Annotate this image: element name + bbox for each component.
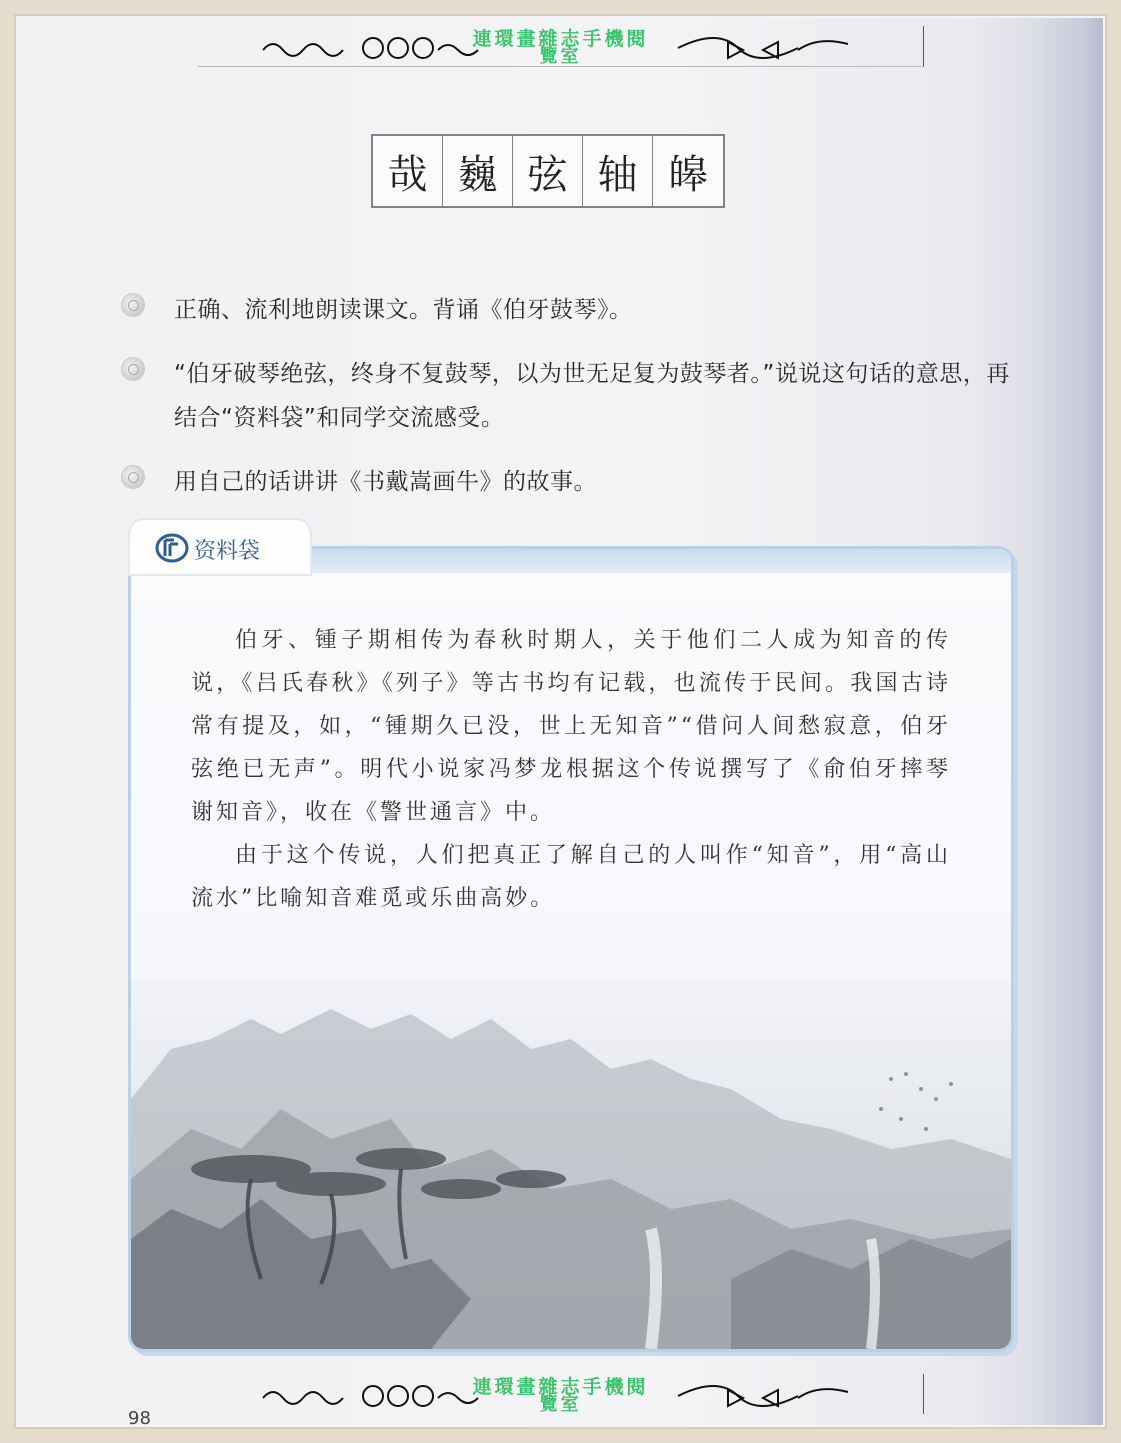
char-cell: 轴: [583, 136, 653, 206]
page-spine-shadow: [1033, 18, 1103, 1425]
watermark-line2: 覽室: [539, 46, 582, 67]
book-icon: [154, 532, 190, 564]
resource-tab-label: 资料袋: [194, 539, 261, 564]
watermark-banner-top: [198, 26, 924, 67]
resource-paragraph: 由于这个传说，人们把真正了解自己的人叫作“知音”，用“高山流水”比喻知音难觅或乐曲高妙。: [191, 843, 951, 911]
exercise-item: [118, 460, 1018, 504]
bullet-icon: [122, 294, 144, 316]
exercise-text: 正确、流利地朗读课文。背诵《伯牙鼓琴》。: [174, 297, 633, 323]
exercise-list: [118, 288, 1018, 524]
watermark-banner-bottom: [198, 1374, 924, 1414]
exercise-text: 用自己的话讲讲《书戴嵩画牛》的故事。: [174, 469, 597, 495]
watermark-line1: 連環畫雜志手機閱: [472, 28, 649, 50]
exercise-item: [118, 352, 1018, 440]
card-header-band: [251, 549, 1011, 573]
page-number: 98: [128, 1408, 151, 1425]
watermark-line2: 覽室: [539, 1394, 582, 1415]
resource-tab: [130, 520, 310, 574]
bullet-icon: [122, 358, 144, 380]
watermark-line1: 連環畫雜志手機閱: [472, 1376, 649, 1398]
textbook-page: [18, 18, 1103, 1425]
char-cell: 皞: [668, 151, 708, 198]
bullet-icon: [122, 466, 144, 488]
exercise-item: [118, 288, 1018, 332]
resource-card: [128, 546, 1014, 1352]
landscape-painting: [131, 979, 1011, 1349]
new-characters-grid: [371, 134, 725, 208]
char-cell: 巍: [443, 136, 513, 206]
exercise-text: “伯牙破琴绝弦，终身不复鼓琴，以为世无足复为鼓琴者。”说说这句话的意思，再结合“资料袋”和同学交流感受。: [174, 361, 1010, 431]
resource-paragraph: 伯牙、锺子期相传为春秋时期人，关于他们二人成为知音的传说，《吕氏春秋》《列子》等古书均有记载，也流传于民间。我国古诗常有提及，如，“锺期久已没，世上无知音”“借问人间愁寂意，伯牙弦绝已无声”。明代小说家冯梦龙根据这个传说撰写了《俞伯牙摔琴谢知音》，收在《警世通言》中。: [191, 628, 951, 825]
resource-text: [191, 619, 951, 920]
char-cell: 弦: [513, 136, 583, 206]
char-cell: 哉: [373, 136, 443, 206]
